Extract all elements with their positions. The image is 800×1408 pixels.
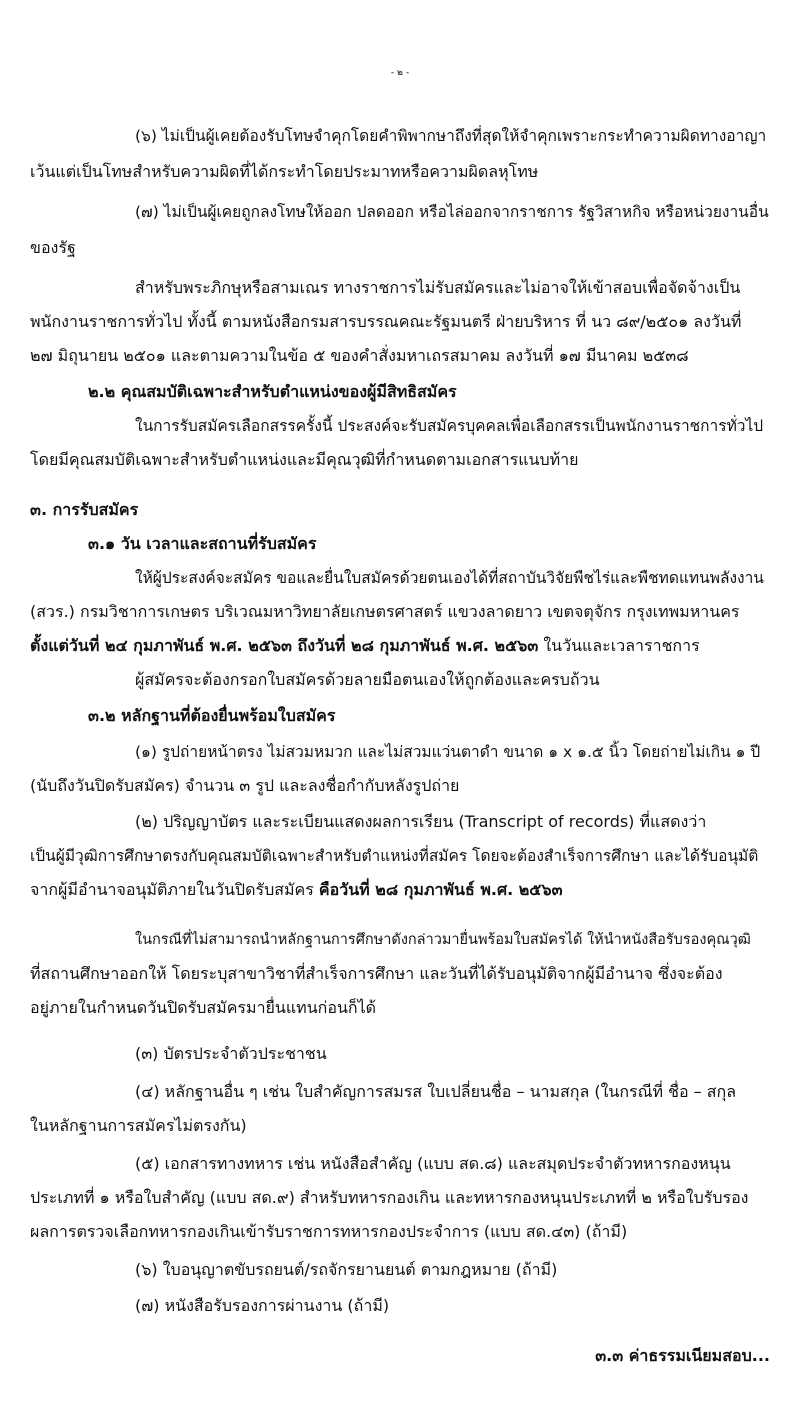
s31-line4: ผู้สมัครจะต้องกรอกใบสมัครด้วยลายมือตนเองให้ถูกต้องและครบถ้วน bbox=[135, 670, 600, 689]
s6-line2: เว้นแต่เป็นโทษสำหรับความผิดที่ได้กระทำโดยประมาทหรือความผิดลหุโทษ bbox=[30, 162, 539, 181]
s32-alt-line2: ที่สถานศึกษาออกให้ โดยระบุสาขาวิชาที่สำเร็จการศึกษา และวันที่ได้รับอนุมัติจากผู้มีอำนาจ ซึ่งจะต้อง bbox=[30, 964, 723, 983]
s32-alt-line1: ในกรณีที่ไม่สามารถนำหลักฐานการศึกษาดังกล่าวมายื่นพร้อมใบสมัครได้ ให้นำหนังสือรับรองคุณวุฒิ bbox=[135, 932, 751, 948]
s32-item5-line2: ประเภทที่ ๑ หรือใบสำคัญ (แบบ สด.๙) สำหรับทหารกองเกิน และทหารกองหนุนประเภทที่ ๒ หรือใบรับรอง bbox=[30, 1188, 749, 1207]
s32-alt-line3: อยู่ภายในกำหนดวันปิดรับสมัครมายื่นแทนก่อนก็ได้ bbox=[30, 998, 377, 1017]
s32-item3: (๓) บัตรประจำตัวประชาชน bbox=[135, 1044, 327, 1063]
monk-line3: ๒๗ มิถุนายน ๒๕๐๑ และตามความในข้อ ๕ ของคำสั่งมหาเถรสมาคม ลงวันที่ ๑๗ มีนาคม ๒๕๓๘ bbox=[30, 346, 689, 365]
s31-dates: ตั้งแต่วันที่ ๒๔ กุมภาพันธ์ พ.ศ. ๒๕๖๓ ถึงวันที่ ๒๘ กุมภาพันธ์ พ.ศ. ๒๕๖๓ bbox=[30, 636, 539, 655]
s31-heading: ๓.๑ วัน เวลาและสถานที่รับสมัคร bbox=[88, 534, 317, 553]
s32-item2-line2: เป็นผู้มีวุฒิการศึกษาตรงกับคุณสมบัติเฉพาะสำหรับตำแหน่งที่สมัคร โดยจะต้องสำเร็จการศึกษา และได้รับอนุมัติ bbox=[30, 847, 759, 865]
s7-line1: (๗) ไม่เป็นผู้เคยถูกลงโทษให้ออก ปลดออก หรือไล่ออกจากราชการ รัฐวิสาหกิจ หรือหน่วยงานอื่น bbox=[135, 203, 769, 221]
s22-line2: โดยมีคุณสมบัติเฉพาะสำหรับตำแหน่งและมีคุณวุฒิที่กำหนดตามเอกสารแนบท้าย bbox=[30, 450, 579, 469]
s32-heading: ๓.๒ หลักฐานที่ต้องยื่นพร้อมใบสมัคร bbox=[88, 706, 336, 725]
s22-line1: ในการรับสมัครเลือกสรรครั้งนี้ ประสงค์จะรับสมัครบุคคลเพื่อเลือกสรรเป็นพนักงานราชการทั่วไป bbox=[135, 417, 764, 435]
monk-line1: สำหรับพระภิกษุหรือสามเณร ทางราชการไม่รับสมัครและไม่อาจให้เข้าสอบเพื่อจัดจ้างเป็น bbox=[135, 278, 741, 297]
s32-item6: (๖) ใบอนุญาตขับรถยนต์/รถจักรยานยนต์ ตามกฎหมาย (ถ้ามี) bbox=[135, 1260, 558, 1279]
s32-item2-line3-rest: จากผู้มีอำนาจอนุมัติภายในวันปิดรับสมัคร bbox=[30, 880, 319, 899]
s31-line3 bbox=[30, 635, 700, 657]
page-number: - ๒ - bbox=[390, 68, 410, 78]
continuation-marker: ๓.๓ ค่าธรรมเนียมสอบ... bbox=[595, 1346, 770, 1365]
s32-item4-line2: ในหลักฐานการสมัครไม่ตรงกัน) bbox=[30, 1116, 247, 1135]
s31-line3-rest: ในวันและเวลาราชการ bbox=[538, 636, 700, 655]
s32-item7: (๗) หนังสือรับรองการผ่านงาน (ถ้ามี) bbox=[135, 1296, 390, 1315]
s32-item2-line3 bbox=[30, 879, 563, 901]
s31-line1: ให้ผู้ประสงค์จะสมัคร ขอและยื่นใบสมัครด้วยตนเองได้ที่สถาบันวิจัยพืชไร่และพืชทดแทนพลังงาน bbox=[135, 569, 764, 587]
s32-item4-line1: (๔) หลักฐานอื่น ๆ เช่น ใบสำคัญการสมรส ใบเปลี่ยนชื่อ – นามสกุล (ในกรณีที่ ชื่อ – สกุล bbox=[135, 1082, 737, 1101]
s32-item1-line2: (นับถึงวันปิดรับสมัคร) จำนวน ๓ รูป และลงชื่อกำกับหลังรูปถ่าย bbox=[30, 776, 460, 795]
monk-line2: พนักงานราชการทั่วไป ทั้งนี้ ตามหนังสือกรมสารบรรณคณะรัฐมนตรี ฝ่ายบริหาร ที่ นว ๘๙/๒๕๐๑ ลงวันที่ bbox=[30, 312, 742, 331]
s32-item1-line1: (๑) รูปถ่ายหน้าตรง ไม่สวมหมวก และไม่สวมแว่นตาดำ ขนาด ๑ x ๑.๕ นิ้ว โดยถ่ายไม่เกิน ๑ ปี bbox=[135, 743, 761, 761]
s3-heading: ๓. การรับสมัคร bbox=[30, 500, 139, 519]
s6-line1: (๖) ไม่เป็นผู้เคยต้องรับโทษจำคุกโดยคำพิพากษาถึงที่สุดให้จำคุกเพราะกระทำความผิดทางอาญา bbox=[135, 127, 767, 145]
s32-item5-line1: (๕) เอกสารทางทหาร เช่น หนังสือสำคัญ (แบบ สด.๘) และสมุดประจำตัวทหารกองหนุน bbox=[135, 1154, 731, 1173]
s32-item2-line1: (๒) ปริญญาบัตร และระเบียนแสดงผลการเรียน (Transcript of records) ที่แสดงว่า bbox=[135, 812, 707, 831]
s22-heading: ๒.๒ คุณสมบัติเฉพาะสำหรับตำแหน่งของผู้มีสิทธิสมัคร bbox=[88, 382, 457, 401]
s7-line2: ของรัฐ bbox=[30, 238, 76, 257]
s32-item5-line3: ผลการตรวจเลือกทหารกองเกินเข้ารับราชการทหารกองประจำการ (แบบ สด.๔๓) (ถ้ามี) bbox=[30, 1222, 628, 1241]
s32-closing-date: คือวันที่ ๒๘ กุมภาพันธ์ พ.ศ. ๒๕๖๓ bbox=[318, 880, 563, 899]
s31-line2: (สวร.) กรมวิชาการเกษตร บริเวณมหาวิทยาลัยเกษตรศาสตร์ แขวงลาดยาว เขตจตุจักร กรุงเทพมหานคร bbox=[30, 602, 740, 621]
